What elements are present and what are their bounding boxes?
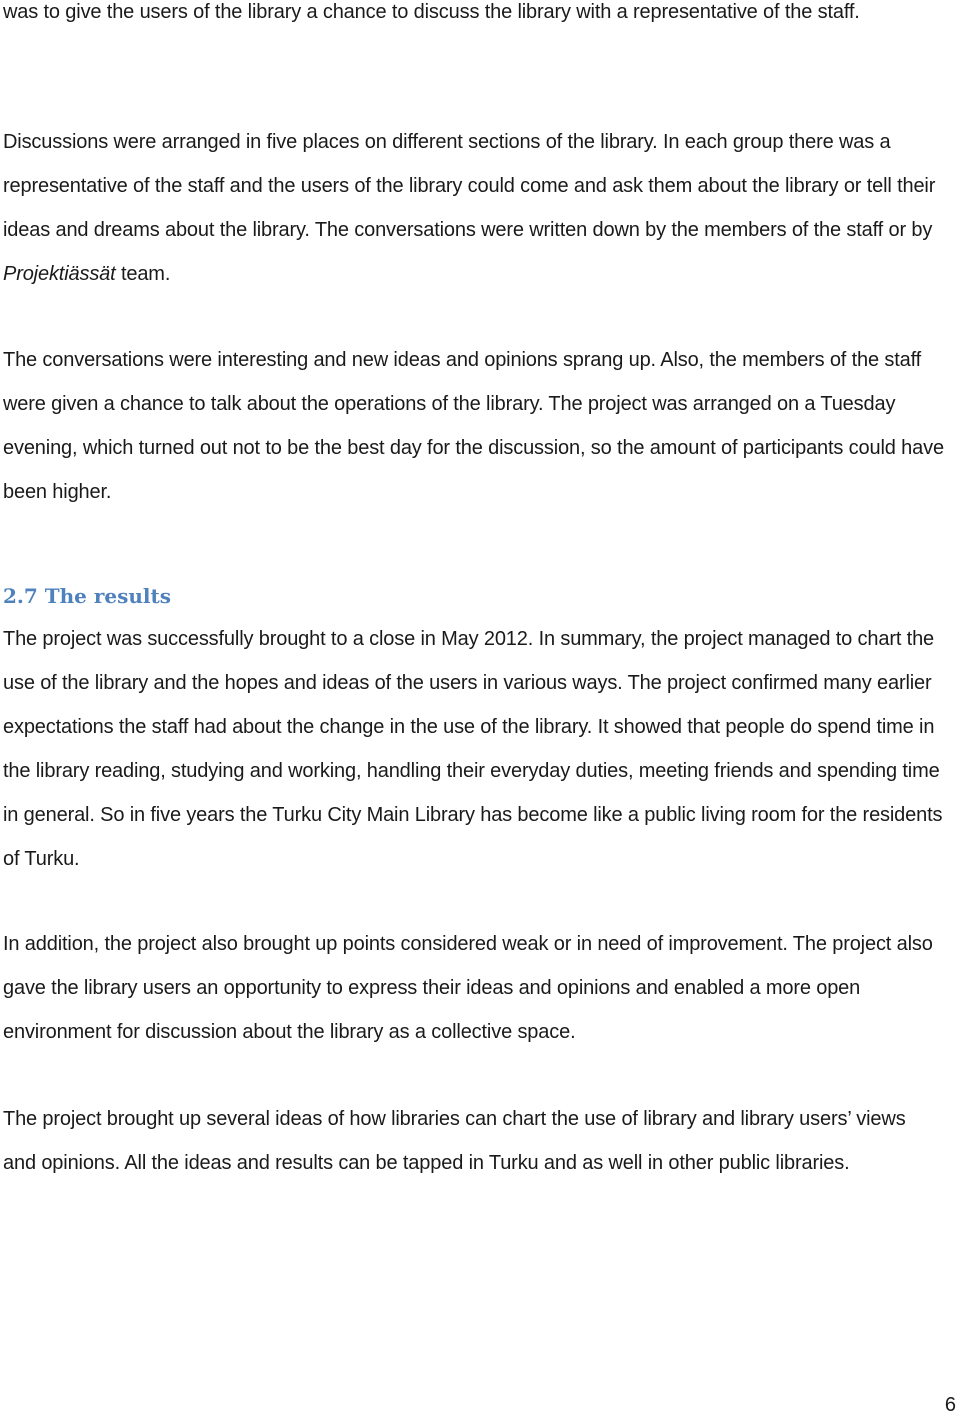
section-heading: 2.7 The results: [3, 584, 172, 608]
page-number: 6: [944, 1394, 956, 1416]
project-team-name: Projektiässät: [3, 263, 116, 285]
paragraph-ideas: The project brought up several ideas of how libraries can chart the use of library and library users’ views and opinions. All the ideas and results can be tapped in Turku and as well in other public libraries.: [3, 1108, 906, 1174]
paragraph-intro-continued: was to give the users of the library a chance to discuss the library with a representative of the staff.: [3, 1, 860, 23]
paragraph-results-summary: The project was successfully brought to a close in May 2012. In summary, the project managed to chart the use of the library and the hopes and ideas of the users in various ways. The project confirmed many earlier expectations the staff had about the change in the use of the library. It showed that people do spend time in the library reading, studying and working, handling their everyday duties, meeting friends and spending time in general. So in five years the Turku City Main Library has become like a public living room for the residents of Turku.: [3, 628, 943, 870]
paragraph-discussions-text: Discussions were arranged in five places on different sections of the library. In each group there was a representative of the staff and the users of the library could come and ask them about the library or tell their ideas and dreams about the library. The conversations were written down by the members of the staff or by: [3, 131, 936, 241]
paragraph-conversations: The conversations were interesting and new ideas and opinions sprang up. Also, the members of the staff were given a chance to talk about the operations of the library. The project was arranged on a Tuesday evening, which turned out not to be the best day for the discussion, so the amount of participants could have been higher.: [3, 349, 944, 503]
paragraph-improvements: In addition, the project also brought up points considered weak or in need of improvement. The project also gave the library users an opportunity to express their ideas and opinions and enabled a more open environment for discussion about the library as a collective space.: [3, 933, 933, 1043]
paragraph-discussions-end: team.: [115, 263, 171, 285]
paragraph-discussions: [3, 120, 948, 296]
